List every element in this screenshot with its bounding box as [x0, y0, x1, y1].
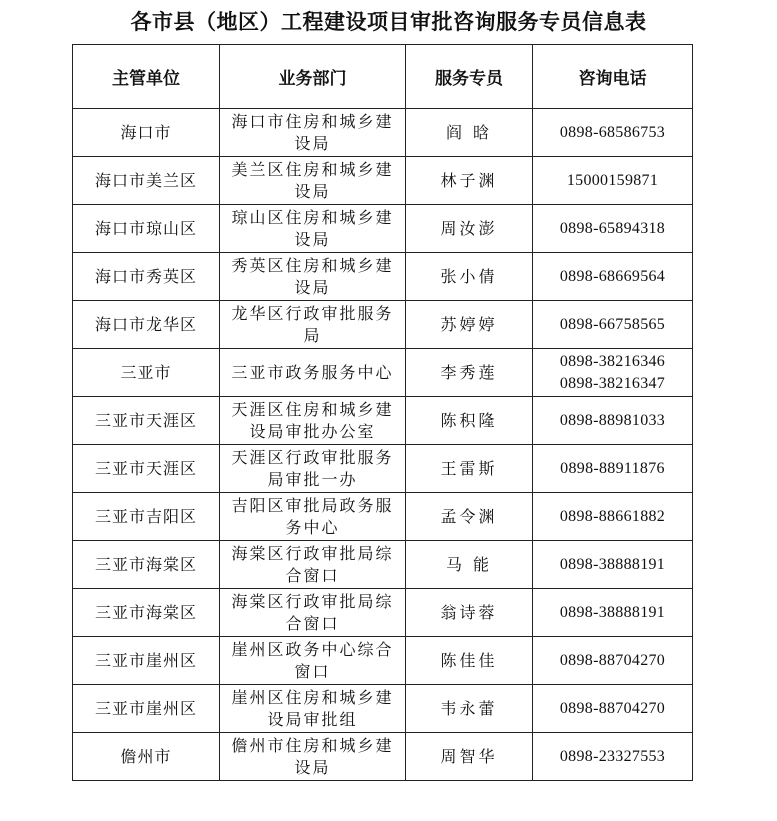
cell-phone — [533, 637, 693, 685]
table-row — [73, 205, 693, 253]
phone-number: 0898-68586753 — [559, 123, 666, 141]
table-row — [73, 253, 693, 301]
phone-number: 0898-38216346 — [559, 352, 666, 370]
cell-phone — [533, 253, 693, 301]
phone-number: 0898-88911876 — [560, 459, 665, 477]
cell-phone — [533, 493, 693, 541]
cell-phone — [533, 109, 693, 157]
cell-dept: 三亚市政务服务中心 — [220, 349, 406, 397]
cell-staff: 孟令渊 — [406, 493, 533, 541]
table-row — [73, 541, 693, 589]
cell-dept: 海棠区行政审批局综合窗口 — [220, 541, 406, 589]
cell-unit: 海口市美兰区 — [73, 157, 220, 205]
cell-phone — [533, 349, 693, 397]
cell-dept: 吉阳区审批局政务服务中心 — [220, 493, 406, 541]
table-row — [73, 685, 693, 733]
table-row — [73, 109, 693, 157]
cell-phone — [533, 205, 693, 253]
cell-dept: 天涯区行政审批服务局审批一办 — [220, 445, 406, 493]
cell-phone — [533, 445, 693, 493]
phone-number: 15000159871 — [566, 171, 659, 189]
cell-unit: 三亚市海棠区 — [73, 589, 220, 637]
phone-number: 0898-38888191 — [559, 603, 666, 621]
cell-staff: 韦永蕾 — [406, 685, 533, 733]
table-row — [73, 445, 693, 493]
cell-phone — [533, 157, 693, 205]
phone-number: 0898-88704270 — [559, 699, 666, 717]
phone-number: 0898-66758565 — [559, 315, 666, 333]
phone-number: 0898-23327553 — [559, 747, 666, 765]
cell-unit: 海口市 — [73, 109, 220, 157]
cell-staff: 周汝澎 — [406, 205, 533, 253]
phone-number: 0898-88981033 — [559, 411, 666, 429]
cell-dept: 天涯区住房和城乡建设局审批办公室 — [220, 397, 406, 445]
cell-unit: 三亚市 — [73, 349, 220, 397]
cell-staff: 李秀莲 — [406, 349, 533, 397]
cell-unit: 三亚市海棠区 — [73, 541, 220, 589]
page-title: 各市县（地区）工程建设项目审批咨询服务专员信息表 — [130, 10, 647, 34]
header-unit: 主管单位 — [73, 45, 220, 109]
table-body — [73, 109, 693, 781]
header-staff: 服务专员 — [406, 45, 533, 109]
cell-staff: 翁诗蓉 — [406, 589, 533, 637]
cell-unit: 三亚市崖州区 — [73, 637, 220, 685]
header-dept: 业务部门 — [220, 45, 406, 109]
cell-dept: 秀英区住房和城乡建设局 — [220, 253, 406, 301]
cell-phone — [533, 301, 693, 349]
cell-phone — [533, 685, 693, 733]
table-header-row — [73, 45, 693, 109]
cell-staff: 陈佳佳 — [406, 637, 533, 685]
cell-unit: 海口市秀英区 — [73, 253, 220, 301]
cell-phone — [533, 733, 693, 781]
cell-dept: 美兰区住房和城乡建设局 — [220, 157, 406, 205]
phone-number: 0898-88661882 — [559, 507, 666, 525]
cell-dept: 龙华区行政审批服务局 — [220, 301, 406, 349]
table-row — [73, 349, 693, 397]
cell-unit: 海口市琼山区 — [73, 205, 220, 253]
cell-unit: 海口市龙华区 — [73, 301, 220, 349]
cell-phone — [533, 541, 693, 589]
table-row — [73, 397, 693, 445]
table-row — [73, 157, 693, 205]
table-row — [73, 493, 693, 541]
cell-staff: 马 能 — [406, 541, 533, 589]
cell-unit: 儋州市 — [73, 733, 220, 781]
cell-unit: 三亚市吉阳区 — [73, 493, 220, 541]
cell-dept: 崖州区政务中心综合窗口 — [220, 637, 406, 685]
cell-dept: 海口市住房和城乡建设局 — [220, 109, 406, 157]
cell-dept: 崖州区住房和城乡建设局审批组 — [220, 685, 406, 733]
phone-number: 0898-38216347 — [559, 374, 666, 392]
cell-dept: 琼山区住房和城乡建设局 — [220, 205, 406, 253]
cell-staff: 周智华 — [406, 733, 533, 781]
cell-staff: 张小倩 — [406, 253, 533, 301]
cell-unit: 三亚市天涯区 — [73, 445, 220, 493]
cell-staff: 林子渊 — [406, 157, 533, 205]
cell-staff: 陈积隆 — [406, 397, 533, 445]
phone-number: 0898-88704270 — [559, 651, 666, 669]
table-row — [73, 637, 693, 685]
contact-table — [72, 44, 693, 781]
cell-staff: 王雷斯 — [406, 445, 533, 493]
phone-number: 0898-65894318 — [559, 219, 666, 237]
cell-dept: 儋州市住房和城乡建设局 — [220, 733, 406, 781]
cell-unit: 三亚市天涯区 — [73, 397, 220, 445]
cell-dept: 海棠区行政审批局综合窗口 — [220, 589, 406, 637]
cell-phone — [533, 397, 693, 445]
phone-number: 0898-68669564 — [559, 267, 666, 285]
cell-phone — [533, 589, 693, 637]
table-row — [73, 301, 693, 349]
table-row — [73, 589, 693, 637]
table-row — [73, 733, 693, 781]
phone-number: 0898-38888191 — [559, 555, 666, 573]
cell-staff: 阎 晗 — [406, 109, 533, 157]
cell-unit: 三亚市崖州区 — [73, 685, 220, 733]
cell-staff: 苏婷婷 — [406, 301, 533, 349]
header-phone: 咨询电话 — [533, 45, 693, 109]
